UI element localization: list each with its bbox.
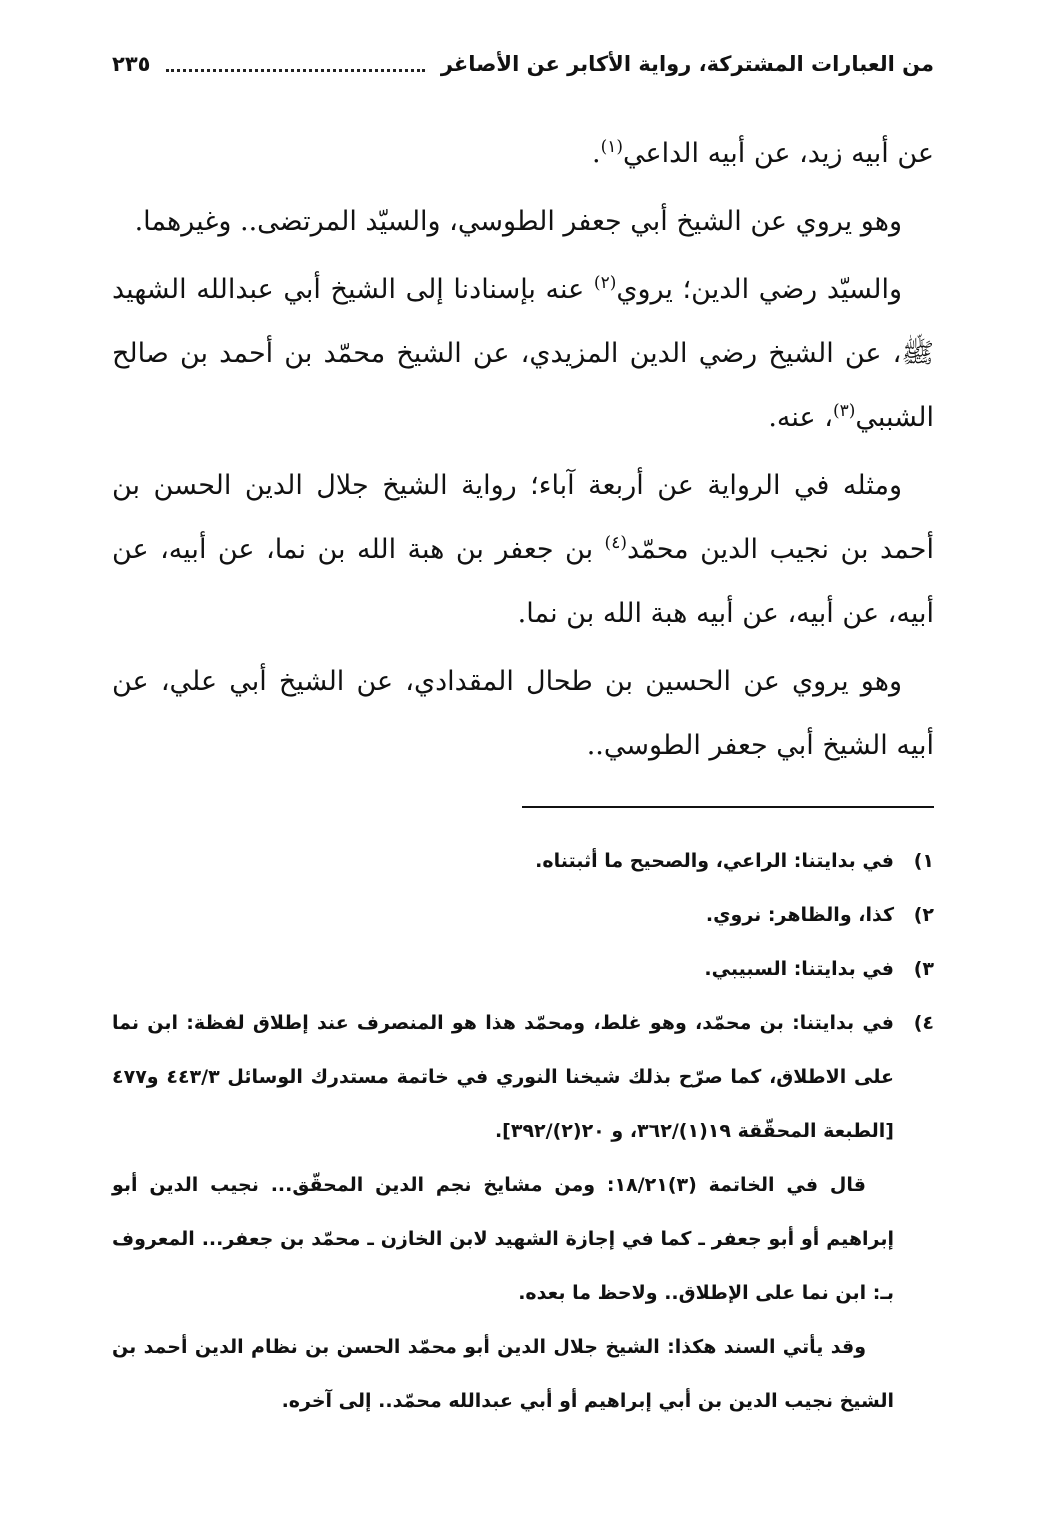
paragraph-4: [112, 454, 934, 646]
leader-dots: [166, 69, 424, 72]
running-title: من العبارات المشتركة، رواية الأكابر عن الأصاغر: [440, 52, 934, 76]
paragraph-2: [112, 190, 934, 254]
footnote-continuation: وقد يأتي السند هكذا: الشيخ جلال الدين أبو محمّد الحسن بن نظام الدين أحمد بن الشيخ نجيب الدين بن أبي إبراهيم أو أبي عبدالله محمّد.. إلى آخره.: [112, 1336, 894, 1412]
footnote-number: ٤): [913, 1012, 934, 1034]
text-run: .: [592, 138, 601, 169]
paragraph-1: [112, 122, 934, 186]
footnote-ref-4: (٤): [604, 533, 627, 553]
footnote-continuation: قال في الخاتمة (٣)١٨/٢١: ومن مشايخ نجم الدين المحقّق... نجيب الدين أبو إبراهيم أو أبو جعفر ـ كما في إجازة الشهيد لابن الخازن ـ محمّد بن جعفر... المعروف بـ: ابن نما على الإطلاق.. ولاحظ ما بعده.: [112, 1174, 894, 1304]
footnote-ref-1: (١): [600, 137, 624, 157]
main-text: [112, 122, 934, 782]
running-header: [112, 44, 934, 84]
footnote-ref-2: (٢): [593, 273, 617, 293]
text-run: عن أبيه زيد، عن أبيه الداعي: [623, 138, 934, 169]
footnote-text: في بدايتنا: السبيبي.: [704, 958, 894, 980]
text-run: والسيّد رضي الدين؛ يروي: [616, 274, 902, 305]
text-run: ، عنه.: [768, 402, 833, 433]
page-number: ٢٣٥: [112, 52, 151, 76]
footnote-number: ٣): [913, 958, 934, 980]
text-run: وهو يروي عن الشيخ أبي جعفر الطوسي، والسيّد المرتضى.. وغيرهما.: [134, 206, 902, 237]
text-run: بن جعفر بن هبة الله بن نما، عن أبيه، عن أبيه، عن أبيه، عن أبيه هبة الله بن نما.: [112, 534, 934, 629]
footnote-4: [112, 996, 934, 1158]
footnote-1: [112, 834, 934, 888]
footnote-separator: [522, 806, 934, 808]
footnote-2: [112, 888, 934, 942]
paragraph-5: [112, 650, 934, 778]
paragraph-3: [112, 258, 934, 450]
footnote-text: في بدايتنا: بن محمّد، وهو غلط، ومحمّد هذا هو المنصرف عند إطلاق لفظة: ابن نما على الاطلاق، كما صرّح بذلك شيخنا النوري في خاتمة مستدرك الوسائل ٤٤٣/٣ و٤٧٧ [الطبعة المحقّقة ١٩(١)/٣٦٢، و ٢٠(٢)/٣٩٢].: [112, 1012, 894, 1142]
footnote-number: ١): [913, 850, 934, 872]
footnote-number: ٢): [913, 904, 934, 926]
footnote-text: في بدايتنا: الراعي، والصحيح ما أثبتناه.: [535, 850, 894, 872]
footnote-ref-3: (٣): [832, 401, 856, 421]
footnotes: [112, 834, 934, 1428]
text-run: ومثله في الرواية عن أربعة آباء؛ رواية الشيخ جلال الدين الحسن بن أحمد بن نجيب الدين محمّد: [112, 470, 934, 565]
text-run: عنه بإسنادنا إلى الشيخ أبي عبدالله الشهيد ﷺ، عن الشيخ رضي الدين المزيدي، عن الشيخ محمّد بن أحمد بن صالح الشببي: [112, 274, 934, 433]
text-run: وهو يروي عن الحسين بن طحال المقدادي، عن الشيخ أبي علي، عن أبيه الشيخ أبي جعفر الطوسي..: [112, 666, 934, 761]
footnote-3: [112, 942, 934, 996]
footnote-text: كذا، والظاهر: نروي.: [705, 904, 894, 926]
